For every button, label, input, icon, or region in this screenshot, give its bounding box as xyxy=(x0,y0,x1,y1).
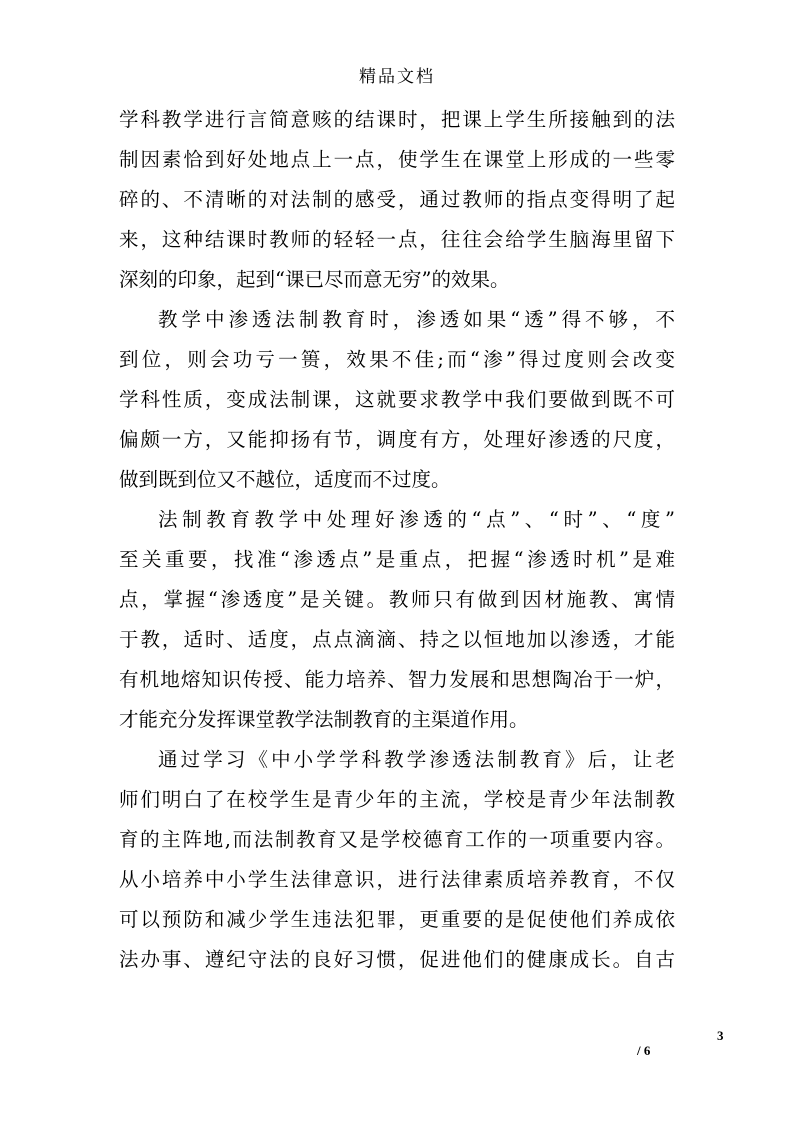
text-line: 教学中渗透法制教育时，渗透如果“透”得不够，不 xyxy=(158,308,675,331)
text-line: 做到既到位又不越位，适度而不过度。 xyxy=(119,468,451,491)
text-line: 法办事、遵纪守法的良好习惯，促进他们的健康成长。自古 xyxy=(119,948,675,971)
text-line: 到位，则会功亏一篑，效果不佳;而“渗”得过度则会改变 xyxy=(119,348,675,371)
text-line: 才能充分发挥课堂教学法制教育的主渠道作用。 xyxy=(119,708,529,731)
text-line: 来，这种结课时教师的轻轻一点，往往会给学生脑海里留下 xyxy=(119,228,675,251)
page-number: 3 xyxy=(717,1028,724,1043)
text-line: 学科教学进行言简意赅的结课时，把课上学生所接触到的法 xyxy=(119,108,675,131)
paragraph-1 xyxy=(119,100,675,300)
text-line: 点，掌握“渗透度”是关键。教师只有做到因材施教、寓情 xyxy=(119,588,675,611)
text-line: 法制教育教学中处理好渗透的“点”、“时”、“度” xyxy=(158,508,675,531)
paragraph-3 xyxy=(119,500,675,740)
text-line: 通过学习《中小学学科教学渗透法制教育》后，让老 xyxy=(158,748,675,771)
paragraph-2 xyxy=(119,300,675,500)
text-line: 有机地熔知识传授、能力培养、智力发展和思想陶冶于一炉， xyxy=(119,668,675,691)
paragraph-4 xyxy=(119,740,675,980)
text-line: 于教，适时、适度，点点滴滴、持之以恒地加以渗透，才能 xyxy=(119,628,675,651)
text-line: 学科性质，变成法制课，这就要求教学中我们要做到既不可 xyxy=(119,388,675,411)
text-line: 从小培养中小学生法律意识，进行法律素质培养教育，不仅 xyxy=(119,868,675,891)
text-line: 至关重要，找准“渗透点”是重点，把握“渗透时机”是难 xyxy=(119,548,675,571)
text-line: 育的主阵地,而法制教育又是学校德育工作的一项重要内容。 xyxy=(119,828,675,851)
document-header-title: 精品文档 xyxy=(359,67,435,87)
text-line: 可以预防和减少学生违法犯罪，更重要的是促使他们养成依 xyxy=(119,908,675,931)
text-line: 偏颇一方，又能抑扬有节，调度有方，处理好渗透的尺度， xyxy=(119,428,675,451)
text-line: 师们明白了在校学生是青少年的主流，学校是青少年法制教 xyxy=(119,788,675,811)
text-line: 制因素恰到好处地点上一点，使学生在课堂上形成的一些零 xyxy=(119,148,675,171)
document-body xyxy=(119,100,675,980)
text-line: 碎的、不清晰的对法制的感受，通过教师的指点变得明了起 xyxy=(119,188,675,211)
page-total: / 6 xyxy=(637,1043,651,1058)
text-line: 深刻的印象，起到“课已尽而意无穷”的效果。 xyxy=(119,268,510,291)
